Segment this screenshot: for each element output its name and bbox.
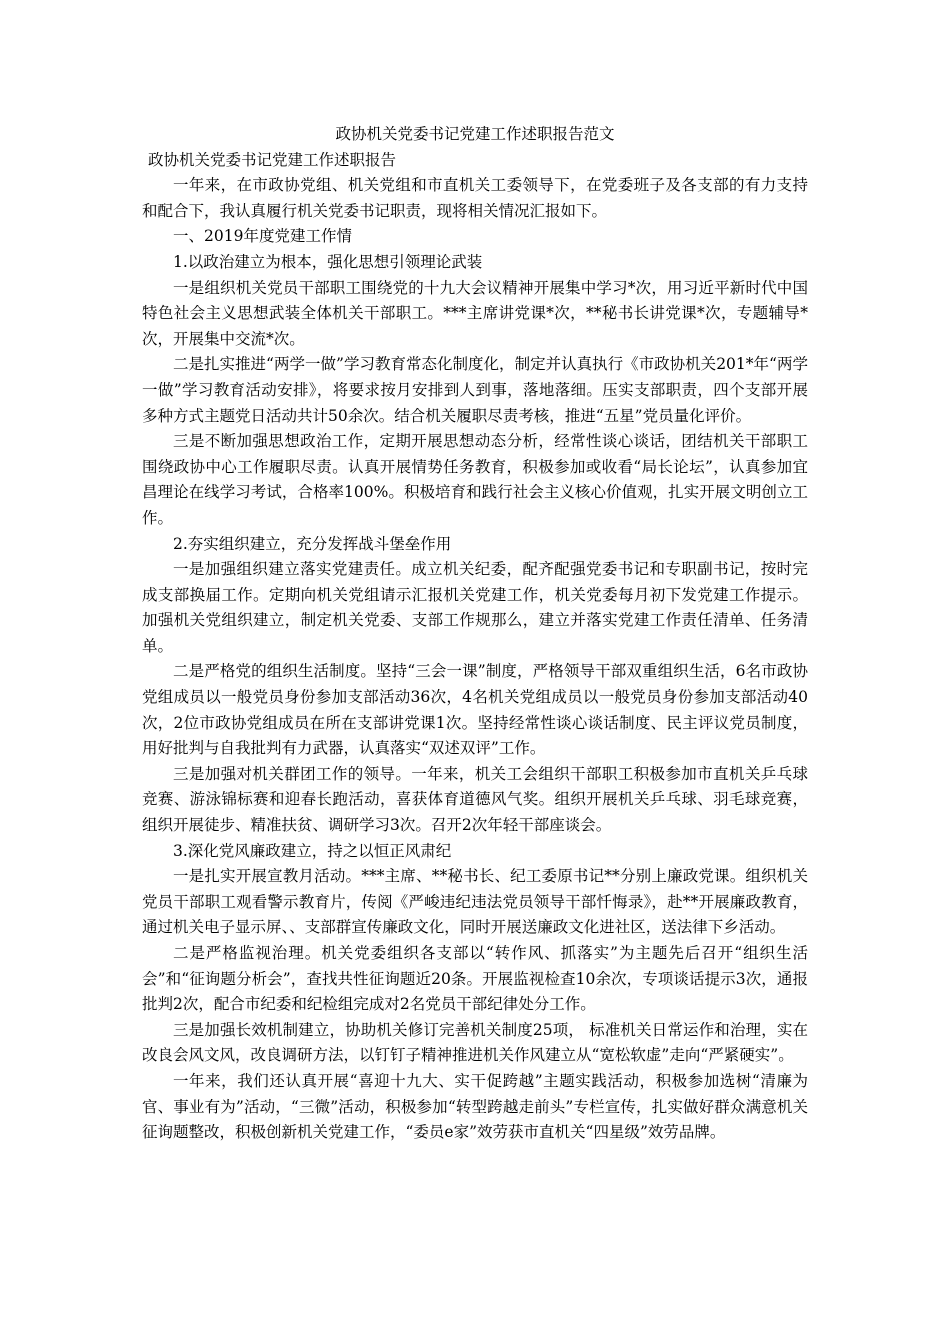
subheading-1: 1.以政治建立为根本，强化思想引领理论武装	[173, 252, 483, 271]
paragraph: 一是扎实开展宣教月活动。***主席、**秘书长、纪工委原书记**分别上廉政党课。组织机关党员干部职工观看警示教育片，传阅《严峻违纪违法党员领导干部忏悔录》，赴**开展廉政教育，通过机关电子显示屏、、支部群宣传廉政文化，同时开展送廉政文化进社区，送法律下乡活动。	[142, 867, 808, 937]
paragraph: 三是加强对机关群团工作的领导。一年来，机关工会组织干部职工积极参加市直机关乒乓球竞赛、游泳锦标赛和迎春长跑活动，喜获体育道德风气奖。组织开展机关乒乓球、羽毛球竞赛，组织开展徒步、精准扶贫、调研学习3次。召开2次年轻干部座谈会。	[142, 764, 808, 835]
paragraph-closing: 一年来，我们还认真开展“喜迎十九大、实干促跨越”主题实践活动，积极参加选树“清廉为官、事业有为”活动，“三微”活动，积极参加“转型跨越走前头”专栏宣传，扎实做好群众满意机关征询题整改，积极创新机关党建工作，“委员e家”效劳获市直机关“四星级”效劳品牌。	[142, 1071, 808, 1142]
paragraph: 二是严格党的组织生活制度。坚持“三会一课”制度，严格领导干部双重组织生活，6名市政协党组成员以一般党员身份参加支部活动36次，4名机关党组成员以一般党员身份参加支部活动40次，2位市政协党组成员在所在支部讲党课1次。坚持经常性谈心谈话制度、民主评议党员制度，用好批判与自我批判有力武器，认真落实“双述双评”工作。	[142, 662, 808, 758]
paragraph: 二是严格监视治理。机关党委组织各支部以“转作风、抓落实”为主题先后召开“组织生活会”和“征询题分析会”，查找共性征询题近20条。开展监视检查10余次，专项谈话提示3次，通报批判2次，配合市纪委和纪检组完成对2名党员干部纪律处分工作。	[142, 944, 808, 1014]
subheading-3: 3.深化党风廉政建立，持之以恒正风肃纪	[173, 841, 452, 860]
document-title: 政协机关党委书记党建工作述职报告范文	[335, 125, 615, 143]
document-subtitle: 政协机关党委书记党建工作述职报告	[148, 150, 397, 169]
subheading-2: 2.夯实组织建立，充分发挥战斗堡垒作用	[173, 534, 452, 553]
paragraph: 一是组织机关党员干部职工围绕党的十九大会议精神开展集中学习*次，用习近平新时代中国特色社会主义思想武装全体机关干部职工。***主席讲党课*次，**秘书长讲党课*次，专题辅导*次，开展集中交流*次。	[142, 278, 808, 348]
paragraph: 二是扎实推进“两学一做”学习教育常态化制度化，制定并认真执行《市政协机关201*年“两学一做”学习教育活动安排》，将要求按月安排到人到事，落地落细。压实支部职责，四个支部开展多种方式主题党日活动共计50余次。结合机关履职尽责考核，推进“五星”党员量化评价。	[142, 355, 808, 425]
paragraph-intro: 一年来，在市政协党组、机关党组和市直机关工委领导下，在党委班子及各支部的有力支持和配合下，我认真履行机关党委书记职责，现将相关情况汇报如下。	[142, 176, 808, 220]
paragraph: 三是不断加强思想政治工作，定期开展思想动态分析，经常性谈心谈话，团结机关干部职工围绕政协中心工作履职尽责。认真开展情势任务教育，积极参加或收看“局长论坛”，认真参加宜昌理论在线学习考试，合格率100%。积极培育和践行社会主义核心价值观，扎实开展文明创立工作。	[142, 432, 808, 527]
paragraph: 三是加强长效机制建立，协助机关修订完善机关制度25项， 标准机关日常运作和治理，实在改良会风文风，改良调研方法，以钉钉子精神推进机关作风建立从“宽松软虚”走向“严紧硬实”。	[142, 1020, 808, 1065]
paragraph: 一是加强组织建立落实党建责任。成立机关纪委，配齐配强党委书记和专职副书记，按时完成支部换届工作。定期向机关党组请示汇报机关党建工作，机关党委每月初下发党建工作提示。加强机关党组织建立，制定机关党委、支部工作规那么，建立并落实党建工作责任清单、任务清单。	[142, 560, 808, 655]
section-heading-1: 一、2019年度党建工作情	[173, 227, 352, 246]
document-body	[142, 173, 808, 1146]
